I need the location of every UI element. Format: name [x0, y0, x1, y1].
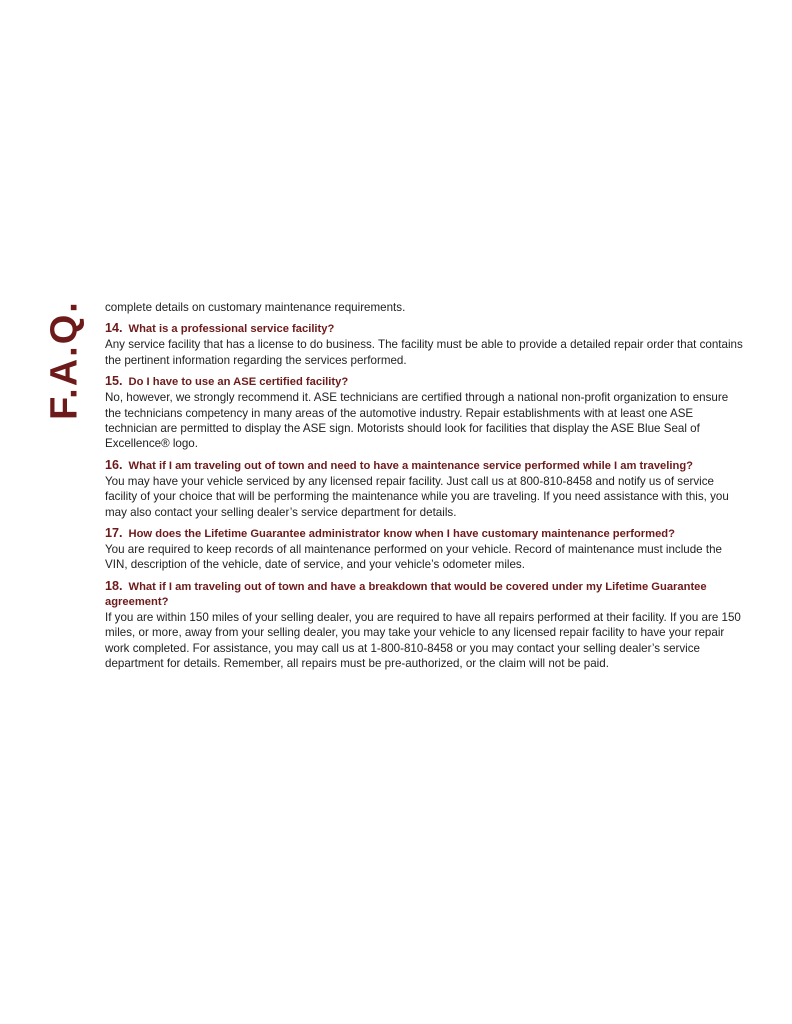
faq-number: 15. — [105, 374, 123, 389]
faq-answer: You may have your vehicle serviced by any licensed repair facility. Just call us at 800-810-8458 and notify us of service facility of your choice that will be performing the maintenance while you are traveling. If you need assistance with this, you may also contact your selling dealer’s service department for details. — [105, 474, 729, 519]
faq-question — [105, 458, 747, 474]
faq-question-text: What if I am traveling out of town and need to have a maintenance service performed while I am traveling? — [128, 459, 693, 472]
faq-title: F.A.Q. — [43, 300, 86, 420]
faq-number: 17. — [105, 526, 123, 541]
side-title — [40, 300, 90, 420]
faq-question — [105, 526, 747, 542]
faq-item — [105, 458, 747, 520]
faq-content — [105, 300, 747, 678]
faq-question-text: What is a professional service facility? — [128, 323, 335, 336]
faq-number: 16. — [105, 457, 123, 472]
faq-item — [105, 579, 747, 672]
faq-question-text: Do I have to use an ASE certified facility? — [128, 376, 349, 389]
intro-text: complete details on customary maintenance requirements. — [105, 301, 406, 314]
faq-answer: No, however, we strongly recommend it. ASE technicians are certified through a national non-profit organization to ensure the technicians competency in many areas of the automotive industry. Repair establishments with at least one ASE technician are permitted to display the ASE sign. Motorists should look for facilities that display the ASE Blue Seal of Excellence® logo. — [105, 391, 729, 451]
faq-answer: Any service facility that has a license to do business. The facility must be able to provide a detailed repair order that contains the pertinent information regarding the services performed. — [105, 338, 743, 367]
faq-question — [105, 321, 747, 337]
faq-item — [105, 321, 747, 368]
faq-item — [105, 526, 747, 573]
faq-question-text: What if I am traveling out of town and have a breakdown that would be covered under my Lifetime Guarantee agreement? — [105, 580, 707, 608]
faq-number: 18. — [105, 578, 123, 593]
faq-number: 14. — [105, 321, 123, 336]
faq-question-text: How does the Lifetime Guarantee administrator know when I have customary maintenance performed? — [128, 528, 675, 541]
faq-item — [105, 374, 747, 452]
faq-question — [105, 374, 747, 390]
faq-question — [105, 579, 747, 610]
faq-answer: If you are within 150 miles of your selling dealer, you are required to have all repairs performed at their facility. If you are 150 miles, or more, away from your selling dealer, you may take your vehicle to any licensed repair facility to have your repair work completed. For assistance, you may call us at 1-800-810-8458 or you may contact your selling dealer’s service department for details. Remember, all repairs must be pre-authorized, or the claim will not be paid. — [105, 610, 741, 671]
faq-answer: You are required to keep records of all maintenance performed on your vehicle. Record of maintenance must include the VIN, description of the vehicle, date of service, and your vehicle’s odometer miles. — [105, 543, 722, 572]
